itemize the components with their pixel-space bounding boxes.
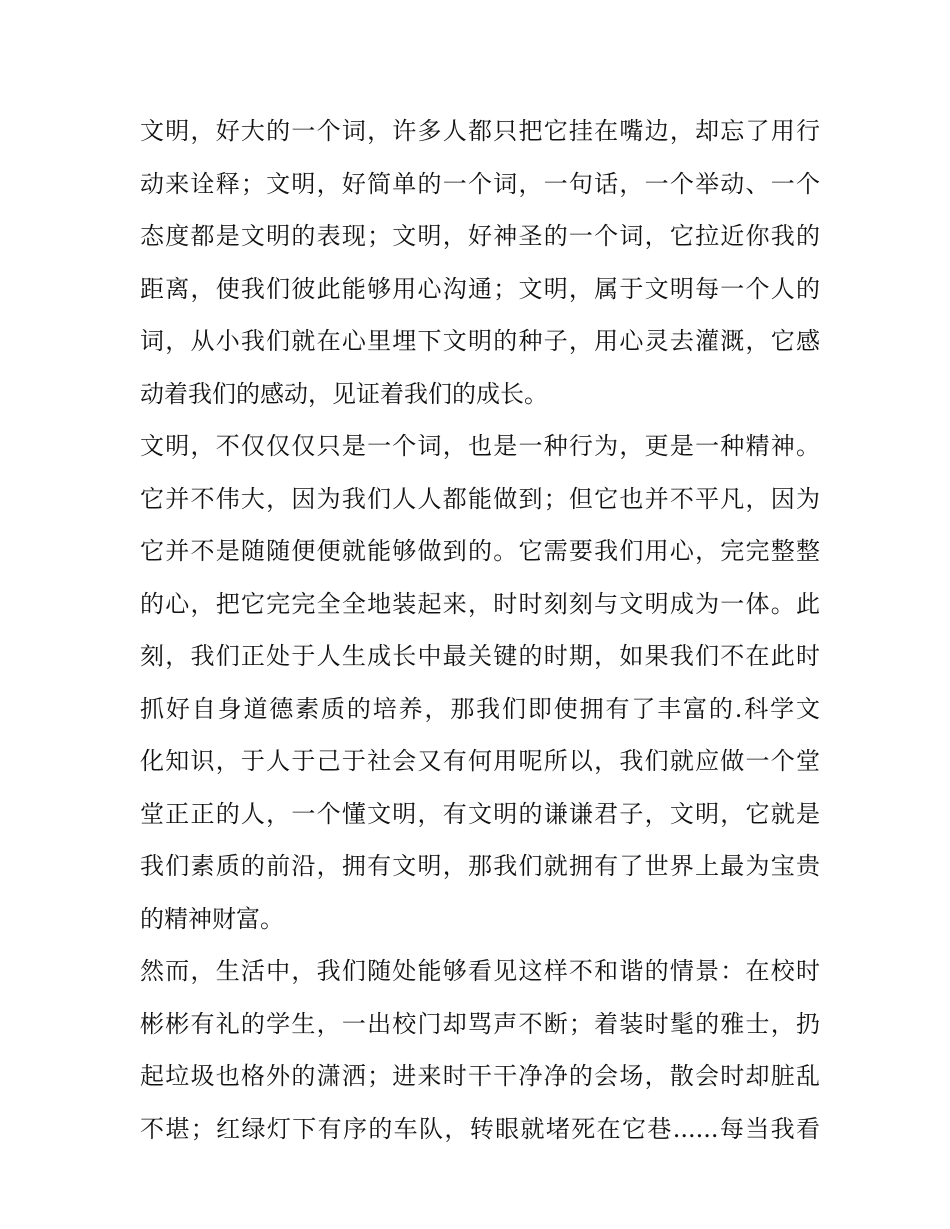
text-line: 的精神财富。 (140, 904, 284, 933)
paragraph-1 (140, 105, 820, 420)
text-line: 然而，生活中，我们随处能够看见这样不和谐的情景：在校时 (140, 957, 820, 985)
text-line: 刻，我们正处于人生成长中最关键的时期，如果我们不在此时 (140, 642, 820, 670)
text-line: 堂正正的人，一个懂文明，有文明的谦谦君子，文明，它就是 (140, 799, 820, 828)
text-line: 抓好自身道德素质的培养，那我们即使拥有了丰富的.科学文 (140, 694, 820, 723)
text-line: 动来诠释；文明，好简单的一个词，一句话，一个举动、一个 (140, 169, 820, 198)
text-line: 起垃圾也格外的潇洒；进来时干干净净的会场，散会时却脏乱 (140, 1062, 820, 1090)
text-line: 距离，使我们彼此能够用心沟通；文明，属于文明每一个人的 (140, 274, 820, 303)
text-line: 化知识，于人于己于社会又有何用呢所以，我们就应做一个堂 (140, 747, 820, 775)
text-line: 彬彬有礼的学生，一出校门却骂声不断；着装时髦的雅士，扔 (140, 1009, 820, 1038)
text-line: 文明，不仅仅仅只是一个词，也是一种行为，更是一种精神。 (140, 432, 820, 460)
text-line: 动着我们的感动，见证着我们的成长。 (140, 379, 548, 408)
text-line: 的心，把它完完全全地装起来，时时刻刻与文明成为一体。此 (140, 589, 820, 618)
text-line: 它并不是随随便便就能够做到的。它需要我们用心，完完整整 (140, 537, 820, 565)
text-line: 不堪；红绿灯下有序的车队，转眼就堵死在它巷......每当我看 (140, 1114, 820, 1143)
document-body (140, 105, 820, 1155)
text-line: 文明，好大的一个词，许多人都只把它挂在嘴边，却忘了用行 (140, 117, 820, 145)
text-line: 态度都是文明的表现；文明，好神圣的一个词，它拉近你我的 (140, 222, 820, 250)
text-line: 词，从小我们就在心里埋下文明的种子，用心灵去灌溉，它感 (140, 327, 820, 355)
text-line: 它并不伟大，因为我们人人都能做到；但它也并不平凡，因为 (140, 484, 820, 513)
paragraph-3 (140, 945, 820, 1155)
text-line: 我们素质的前沿，拥有文明，那我们就拥有了世界上最为宝贵 (140, 852, 820, 880)
paragraph-2 (140, 420, 820, 945)
